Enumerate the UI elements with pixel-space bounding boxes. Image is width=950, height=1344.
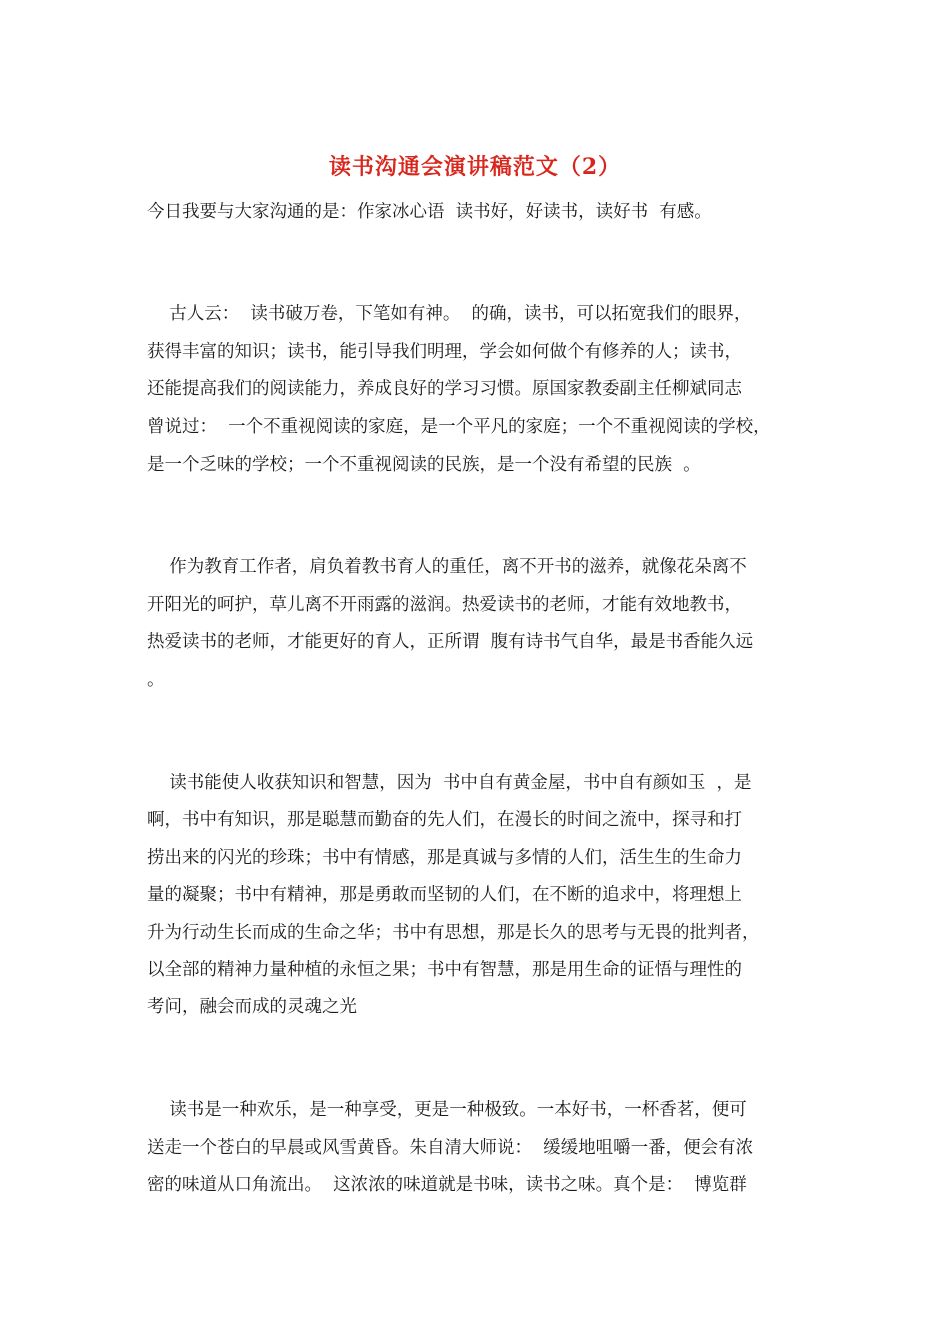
paragraph-line: 开阳光的呵护，草儿离不开雨露的滋润。热爱读书的老师，才能有效地教书， — [147, 595, 742, 615]
document-title: 读书沟通会演讲稿范文（2） — [328, 154, 622, 180]
paragraph-line: 古人云： 读书破万卷，下笔如有神。 的确，读书，可以拓宽我们的眼界， — [147, 304, 752, 324]
paragraph-line: 读书能使人收获知识和智慧，因为 书中自有黄金屋，书中自有颜如玉 ，是 — [147, 773, 752, 793]
paragraph-line: 密的味道从口角流出。 这浓浓的味道就是书味，读书之味。真个是： 博览群 — [147, 1175, 747, 1195]
paragraph-line: 量的凝聚；书中有精神，那是勇敢而坚韧的人们，在不断的追求中，将理想上 — [147, 885, 742, 905]
paragraph-line: 升为行动生长而成的生命之华；书中有思想，那是长久的思考与无畏的批判者， — [147, 923, 760, 943]
paragraph-line: 啊，书中有知识，那是聪慧而勤奋的先人们，在漫长的时间之流中，探寻和打 — [147, 810, 742, 830]
paragraph-line: 作为教育工作者，肩负着教书育人的重任，离不开书的滋养，就像花朵离不 — [147, 557, 747, 577]
paragraph-line: 捞出来的闪光的珍珠；书中有情感，那是真诚与多情的人们，活生生的生命力 — [147, 848, 742, 868]
intro-line: 今日我要与大家沟通的是：作家冰心语 读书好，好读书，读好书 有感。 — [147, 202, 712, 222]
paragraph-line: 还能提高我们的阅读能力，养成良好的学习习惯。原国家教委副主任柳斌同志 — [147, 379, 742, 399]
paragraph-line: 考问，融会而成的灵魂之光 — [147, 997, 357, 1017]
paragraph-line: 以全部的精神力量种植的永恒之果；书中有智慧，那是用生命的证悟与理性的 — [147, 960, 742, 980]
paragraph-line: 曾说过： 一个不重视阅读的家庭，是一个平凡的家庭；一个不重视阅读的学校， — [147, 417, 771, 437]
paragraph-line: 热爱读书的老师，才能更好的育人，正所谓 腹有诗书气自华，最是书香能久远 — [147, 632, 754, 652]
paragraph-line: 获得丰富的知识；读书，能引导我们明理，学会如何做个有修养的人；读书， — [147, 342, 742, 362]
paragraph-line: 。 — [147, 670, 165, 690]
paragraph-line: 送走一个苍白的早晨或风雪黄昏。朱自清大师说： 缓缓地咀嚼一番，便会有浓 — [147, 1138, 754, 1158]
paragraph-line: 读书是一种欢乐，是一种享受，更是一种极致。一本好书，一杯香茗，便可 — [147, 1100, 747, 1120]
paragraph-line: 是一个乏味的学校；一个不重视阅读的民族，是一个没有希望的民族 。 — [147, 455, 701, 475]
